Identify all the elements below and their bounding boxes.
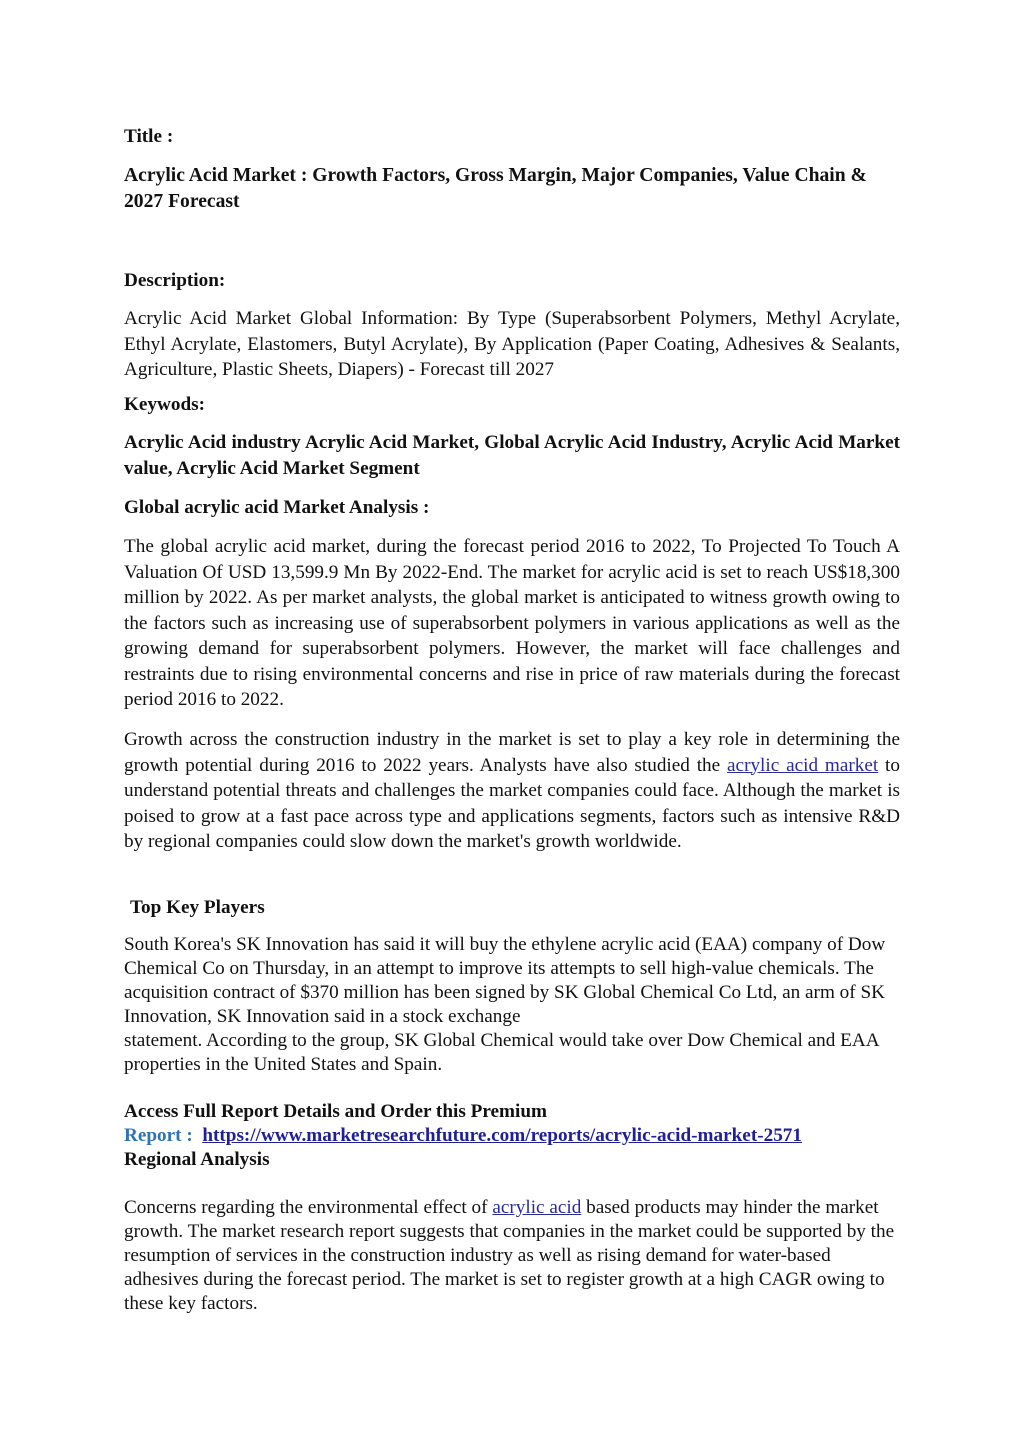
access-report-text: Access Full Report Details and Order this Premium (124, 1101, 547, 1122)
report-label: Report : (124, 1125, 193, 1146)
analysis-paragraph-2-text-a: Growth across the construction industry in the market is set to play a key role in determining the growth potential during 2016 to 2022 years. Analysts have also studied the (124, 729, 900, 776)
analysis-heading: Global acrylic acid Market Analysis : (124, 497, 430, 518)
analysis-paragraph-2 (124, 727, 900, 855)
keywords-text: Acrylic Acid industry Acrylic Acid Market, Global Acrylic Acid Industry, Acrylic Acid Market value, Acrylic Acid Market Segment (124, 432, 900, 479)
regional-heading: Regional Analysis (124, 1149, 270, 1170)
regional-paragraph (124, 1196, 904, 1316)
analysis-paragraph-1: The global acrylic acid market, during the forecast period 2016 to 2022, To Projected To Touch A Valuation Of USD 13,599.9 Mn By 2022-End. The market for acrylic acid is set to reach US$18,300 million by 2022. As per market analysts, the global market is anticipated to witness growth owing to the factors such as increasing use of superabsorbent polymers in various applications as well as the growing demand for superabsorbent polymers. However, the market will face challenges and restraints due to rising environmental concerns and rise in price of raw materials during the forecast period 2016 to 2022. (124, 536, 900, 710)
description-text: Acrylic Acid Market Global Information: By Type (Superabsorbent Polymers, Methyl Acrylate, Ethyl Acrylate, Elastomers, Butyl Acrylate), By Application (Paper Coating, Adhesives & Sealants, Agriculture, Plastic Sheets, Diapers) - Forecast till 2027 (124, 308, 900, 380)
regional-paragraph-text-a: Concerns regarding the environmental effect of (124, 1197, 493, 1218)
keywords-label: Keywods: (124, 394, 206, 415)
report-url-link[interactable]: https://www.marketresearchfuture.com/reports/acrylic-acid-market-2571 (202, 1125, 802, 1146)
report-link-line (124, 1124, 900, 1148)
document-title: Acrylic Acid Market : Growth Factors, Gross Margin, Major Companies, Value Chain & 2027 Forecast (124, 165, 867, 212)
analysis-paragraph-2-text-b: to understand potential threats and challenges the market companies could face. Although the market is poised to grow at a fast pace across type and applications segments, factors such as intensive R&D by regional companies could slow down the market's growth worldwide. (124, 754, 900, 852)
key-players-paragraph: South Korea's SK Innovation has said it will buy the ethylene acrylic acid (EAA) company of Dow Chemical Co on Thursday, in an attempt to improve its attempts to sell high-value chemicals. The acquisition contract of $370 million has been signed by SK Global Chemical Co Ltd, an arm of SK Innovation, SK Innovation said in a stock exchange (124, 934, 886, 1027)
acrylic-acid-market-link[interactable]: acrylic acid market (727, 754, 879, 776)
title-label: Title : (124, 126, 174, 147)
description-label: Description: (124, 270, 226, 291)
regional-paragraph-text-b: based products may hinder the market growth. The market research report suggests that companies in the market could be supported by the resumption of services in the construction industry as well as rising demand for water-based adhesives during the forecast period. The market is set to register growth at a high CAGR owing to these key factors. (124, 1197, 895, 1314)
acrylic-acid-link[interactable]: acrylic acid (492, 1197, 582, 1218)
key-players-paragraph-continued: statement. According to the group, SK Global Chemical would take over Dow Chemical and EAA properties in the United States and Spain. (124, 1030, 879, 1075)
key-players-heading: Top Key Players (130, 897, 265, 918)
